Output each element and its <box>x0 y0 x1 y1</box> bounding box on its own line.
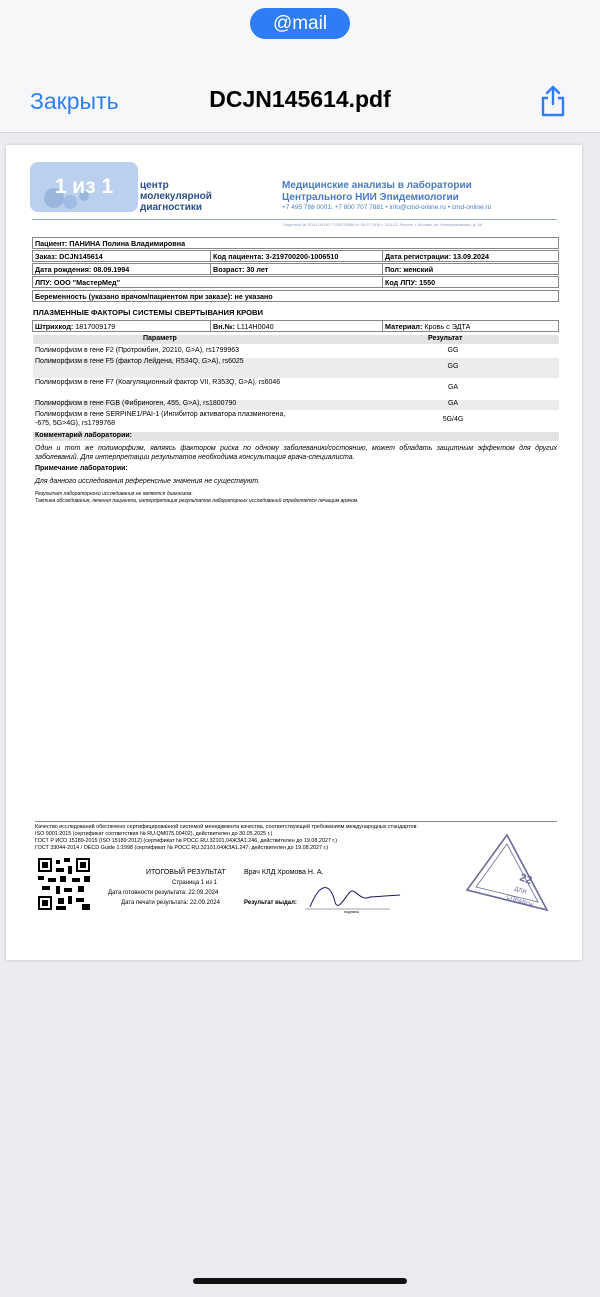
comment-text: Один и тот же полиморфизм, являясь фактором риска по одному заболеванию/состоянию, может обладать защитным эффектом для других заболеваний. Для интерпретации результатов необходима консультация врача-специалиста. <box>35 445 557 461</box>
ready-date: Дата готовности результата: 22.09.2024 <box>108 890 219 896</box>
quality-statement: Качество исследований обеспечено сертифицированной системой менеджмента качества, соответствующей требованиям международных стандартов: ISO 9001:2015 (сертификат соответствия № RU.QM075.00402), действителен до 30.05.2025 г.) ГОСТ Р ИСО 15189-2015 (ISO 15189:2012) (сертификат № РОСС RU.32101.04ЖЗА1.246, действителен до 19.08.2027 г.) ГОСТ 33044-2014 / OECD Guide 1:1998 (сертификат № РОСС RU.32101.04ЖЗА1.247, действителен до 19.08.2027 г.) <box>35 824 418 851</box>
col-param: Параметр <box>143 335 177 342</box>
file-name-title: DCJN145614.pdf <box>209 86 391 112</box>
signature <box>300 877 410 917</box>
pregnancy-row: Беременность (указано врачом/пациентом при заказе): не указано <box>32 290 559 302</box>
page-indicator: 1 из 1 <box>30 162 138 212</box>
lab-stamp <box>462 830 552 920</box>
lab-name-line-2: Центрального НИИ Эпидемиологии <box>282 192 459 203</box>
disclaimer-line-2: Тактика обследования, лечения пациента, интерпретация результатов лабораторных исследований определяется лечащим врачом. <box>35 498 359 504</box>
logo-line-1: центр <box>140 180 169 191</box>
table-row: Полиморфизм в гене SERPINE1/PAI-1 (Ингибитор активатора плазминогена, -675, 5G>4G), rs1799768 5G/4G <box>35 411 464 427</box>
logo-line-3: диагностики <box>140 202 202 213</box>
lpu-row: ЛПУ: ООО "МастерМед" Код ЛПУ: 1550 <box>32 276 559 288</box>
section-title: ПЛАЗМЕННЫЕ ФАКТОРЫ СИСТЕМЫ СВЕРТЫВАНИЯ КРОВИ <box>33 308 263 317</box>
lab-license: Лицензия № ЛО41-00110-77/00374856 от 05.07.2016 г. 111123, Россия, г. Москва, ул. Новогиреевская, д. 3А <box>283 222 483 227</box>
page-number: Страница 1 из 1 <box>172 880 217 886</box>
birth-row: Дата рождения: 08.09.1994 Возраст: 30 лет Пол: женский <box>32 263 559 275</box>
share-icon[interactable] <box>538 84 568 118</box>
table-row: Полиморфизм в гене F2 (Протромбин, 20210, G>A), rs1799963 GG <box>35 347 459 354</box>
patient-row: Пациент: ПАНИНА Полина Владимировна <box>32 237 559 249</box>
table-row: Полиморфизм в гене F5 (фактор Лейдена, R534Q, G>A), rs6025 GG <box>33 358 559 378</box>
col-result: Результат <box>428 335 463 342</box>
table-row: Полиморфизм в гене F7 (Коагуляционный фактор VII, R353Q, G>A), rs6046 GA <box>35 379 459 391</box>
svg-text:СПРАВОК: СПРАВОК <box>505 894 534 910</box>
results-table-header <box>33 335 559 344</box>
signature-caption: подпись <box>344 909 360 914</box>
result-issued-label: Результат выдал: <box>244 900 297 906</box>
table-row: Полиморфизм в гене FGB (Фибриноген, 455, G>A), rs1800790 GA <box>33 400 559 410</box>
footer-divider <box>35 821 557 822</box>
mail-app-pill[interactable]: @mail <box>250 8 350 39</box>
lab-contacts: +7 495 788 0001; +7 800 707 7881 • info@cmd-online.ru • cmd-online.ru <box>282 204 492 211</box>
svg-text:ДЛЯ: ДЛЯ <box>513 886 527 897</box>
lab-name-line-1: Медицинские анализы в лаборатории <box>282 180 472 191</box>
svg-text:22: 22 <box>517 871 534 888</box>
disclaimer-line-1: Результат лабораторного исследования не является диагнозом. <box>35 491 193 497</box>
final-result-label: ИТОГОВЫЙ РЕЗУЛЬТАТ <box>146 869 226 876</box>
comment-heading: Комментарий лаборатории: <box>33 432 559 441</box>
home-indicator[interactable] <box>193 1278 407 1284</box>
logo-line-2: молекулярной <box>140 191 212 202</box>
close-button[interactable]: Закрыть <box>30 88 119 114</box>
viewer-top-bar <box>0 0 600 133</box>
order-row: Заказ: DCJN145614 Код пациента: 3-219700200-1006510 Дата регистрации: 13.09.2024 <box>32 250 559 262</box>
note-heading: Примечание лаборатории: <box>35 465 128 472</box>
doctor-name: Врач КЛД Хромова Н. А. <box>244 869 324 876</box>
print-date: Дата печати результата: 22.09.2024 <box>121 900 220 906</box>
header-divider <box>32 219 557 220</box>
sample-row: Штрихкод: 1817009179 Вн.№: L114H0040 Материал: Кровь с ЭДТА <box>32 320 559 332</box>
qr-code <box>38 858 90 910</box>
note-text: Для данного исследования референсные значения не существуют. <box>35 478 260 485</box>
